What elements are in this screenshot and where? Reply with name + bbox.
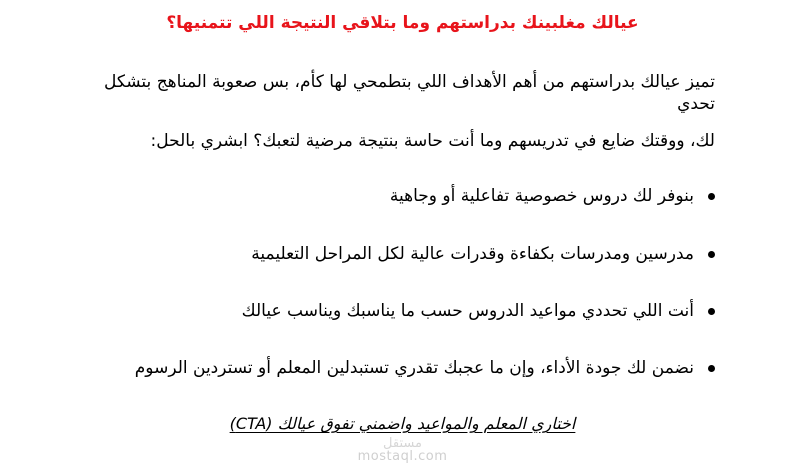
page-title: عيالك مغلبينك بدراستهم وما بتلاقي النتيجة اللي تتمنيها؟ bbox=[166, 13, 639, 33]
call-to-action: اختاري المعلم والمواعيد واضمني تفوق عيالك (CTA) bbox=[229, 414, 576, 433]
intro-paragraph-line-1: تميز عيالك بدراستهم من أهم الأهداف اللي بتطمحي لها كأم، بس صعوبة المناهج بتشكل تحدي bbox=[104, 72, 715, 114]
bullet-icon bbox=[708, 365, 715, 372]
list-item-text: مدرسين ومدرسات بكفاءة وقدرات عالية لكل المراحل التعليمية bbox=[251, 244, 694, 264]
list-item-text: أنت اللي تحددي مواعيد الدروس حسب ما يناسبك ويناسب عيالك bbox=[241, 301, 694, 321]
intro-paragraph-line-2: لك، ووقتك ضايع في تدريسهم وما أنت حاسة بنتيجة مرضية لتعبك؟ ابشري بالحل: bbox=[150, 131, 715, 151]
list-item bbox=[115, 357, 715, 379]
watermark-arabic: مستقل bbox=[383, 436, 422, 451]
list-item bbox=[115, 300, 715, 322]
watermark bbox=[0, 437, 805, 464]
bullet-icon bbox=[708, 308, 715, 315]
bullet-icon bbox=[708, 193, 715, 200]
list-item bbox=[115, 185, 715, 207]
list-item-text: بنوفر لك دروس خصوصية تفاعلية أو وجاهية bbox=[389, 186, 694, 206]
watermark-domain: mostaql.com bbox=[357, 449, 448, 464]
list-item bbox=[115, 243, 715, 265]
bullet-icon bbox=[708, 251, 715, 258]
list-item-text: نضمن لك جودة الأداء، وإن ما عجبك تقدري تستبدلين المعلم أو تستردين الرسوم bbox=[134, 358, 694, 378]
